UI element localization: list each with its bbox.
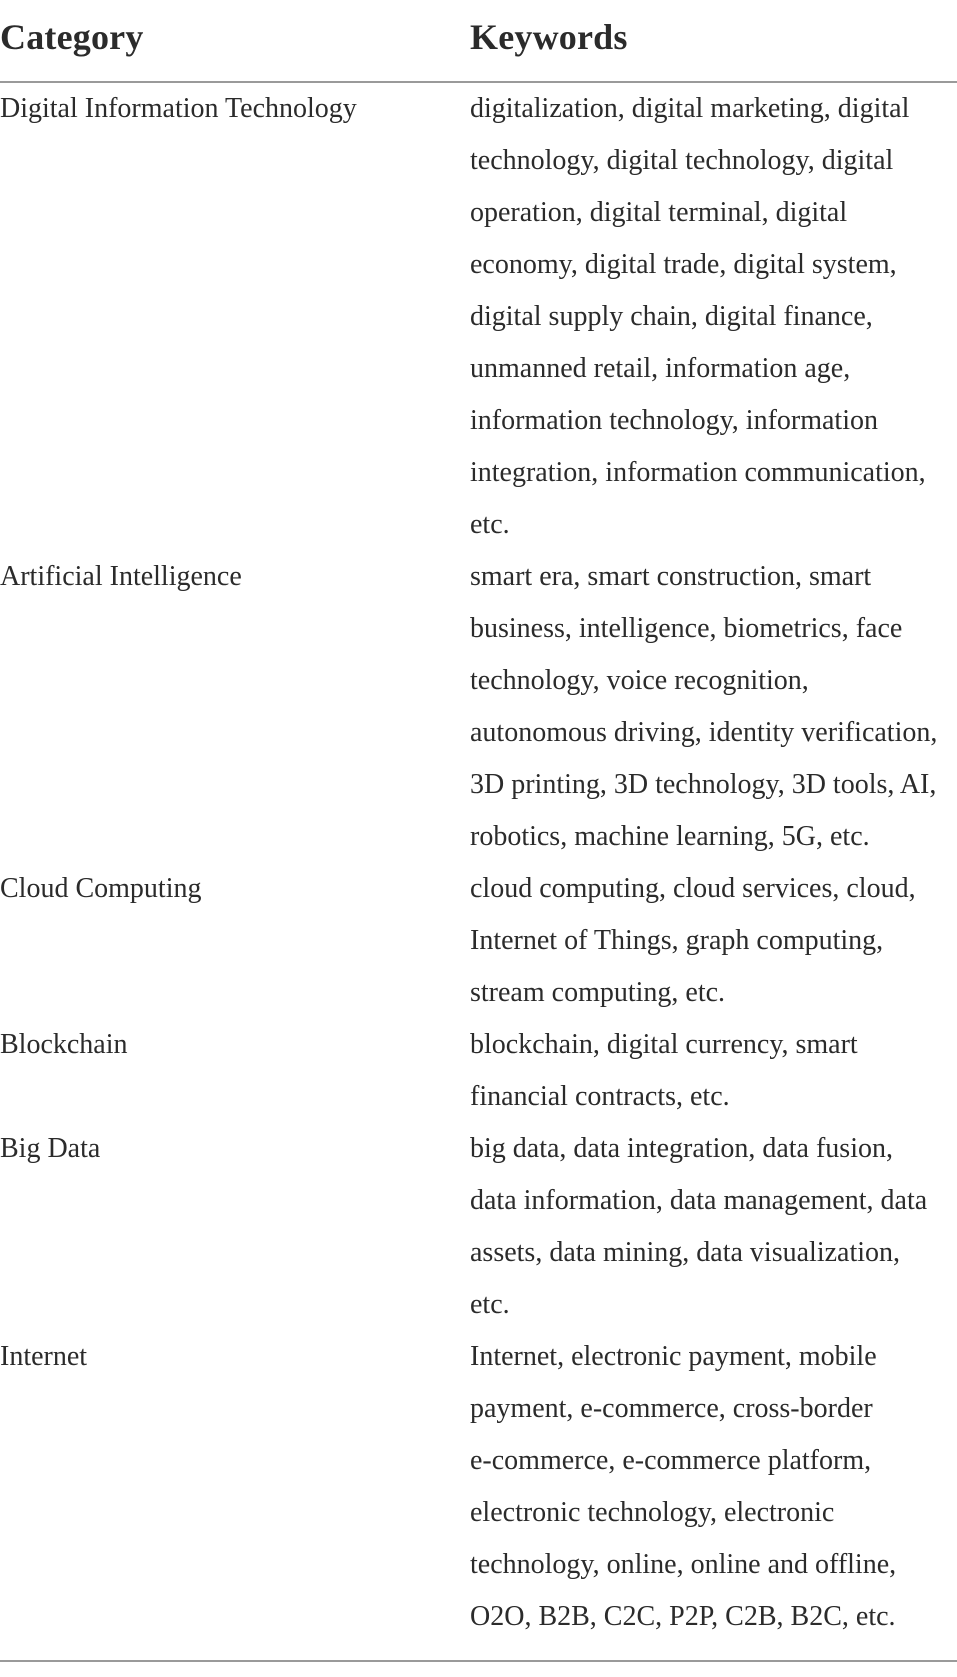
row-category: Blockchain <box>0 1029 128 1060</box>
table-header-row <box>0 0 957 83</box>
row-category: Internet <box>0 1341 88 1372</box>
table-body <box>0 83 957 1643</box>
table-row <box>0 1331 957 1643</box>
row-category: Artificial Intelligence <box>0 561 242 592</box>
row-keywords: Internet, electronic payment, mobile payment, e-commerce, cross-border e-commerce, e-commerce platform, electronic technology, electronic technology, online, online and offline, O2O, B2B, C2C, P2P, C2B, B2C, etc. <box>470 1341 897 1632</box>
table-row <box>0 551 957 863</box>
row-category: Cloud Computing <box>0 873 202 904</box>
row-category: Digital Information Technology <box>0 93 357 124</box>
row-category: Big Data <box>0 1133 101 1164</box>
table-bottom-rule <box>0 1660 957 1662</box>
row-keywords: smart era, smart construction, smart business, intelligence, biometrics, face technology, voice recognition, autonomous driving, identity verification, 3D printing, 3D technology, 3D tools, AI, robotics, machine learning, 5G, etc. <box>470 561 938 852</box>
header-keywords: Keywords <box>470 17 628 57</box>
table-row <box>0 863 957 1019</box>
table-row <box>0 1019 957 1123</box>
row-keywords: digitalization, digital marketing, digital technology, digital technology, digital operation, digital terminal, digital economy, digital trade, digital system, digital supply chain, digital finance, unmanned retail, information age, information technology, information integration, information communication, etc. <box>470 93 926 540</box>
row-keywords: blockchain, digital currency, smart financial contracts, etc. <box>470 1029 858 1112</box>
table-row <box>0 1123 957 1331</box>
header-category: Category <box>0 17 144 57</box>
row-keywords: big data, data integration, data fusion, data information, data management, data assets, data mining, data visualization, etc. <box>470 1133 928 1320</box>
row-keywords: cloud computing, cloud services, cloud, Internet of Things, graph computing, stream computing, etc. <box>470 873 916 1008</box>
table-row <box>0 83 957 551</box>
